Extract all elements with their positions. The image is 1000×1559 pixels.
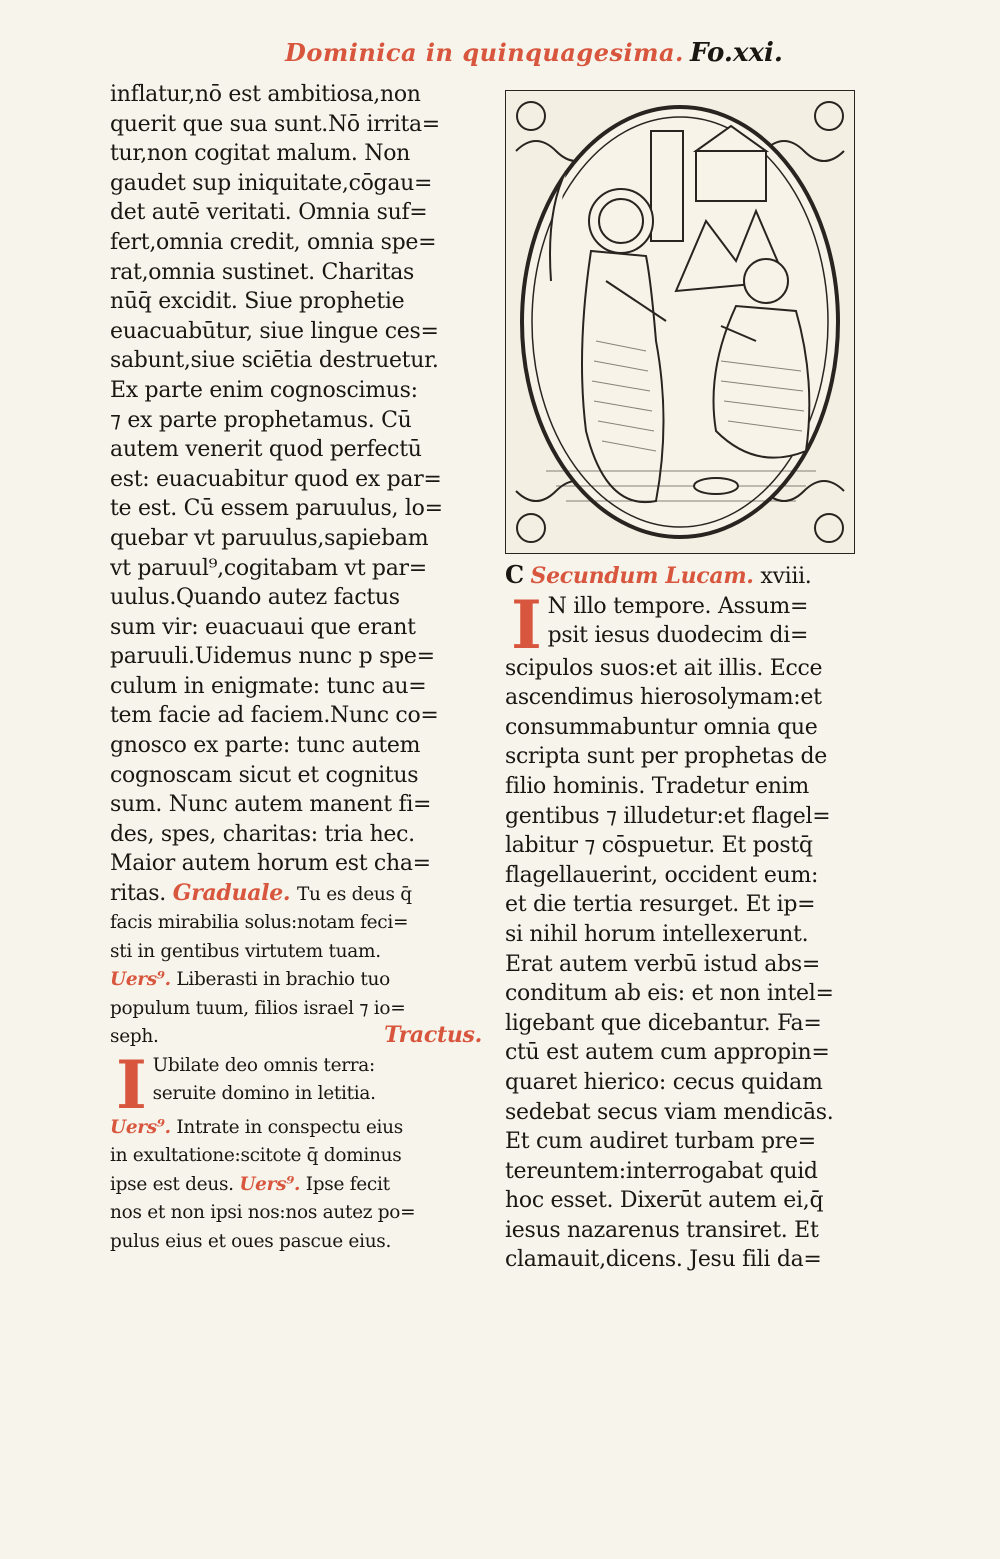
text-line: te est. Cū essem paruulus, lo= [110,496,443,522]
versicle-label-3: Uers⁹. [239,1173,301,1195]
text-line: sedebat secus viam mendicās. [505,1099,834,1125]
text-line: culum in enigmate: tunc au= [110,673,427,699]
text-line: et die tertia resurget. Et ip= [505,892,816,918]
text-line: det autē veritati. Omnia suf= [110,200,428,226]
right-column [505,560,885,1275]
paragraph-mark: C [505,560,524,589]
text-line: quebar vt paruulus,sapiebam [110,525,429,551]
text-line: tem facie ad faciem.Nunc co= [110,703,439,729]
gospel-text [505,654,885,1275]
text-line: uulus.Quando autez factus [110,585,400,611]
left-column [110,80,488,1256]
text-line: sum. Nunc autem manent fi= [110,792,432,818]
text-line: filio hominis. Tradetur enim [505,773,809,799]
text-line: labitur ⁊ cōspuetur. Et postq̄ [505,833,813,859]
text-line: autem venerit quod perfectū [110,437,422,463]
text-line: sabunt,siue sciētia destruetur. [110,348,439,374]
text-line: rat,omnia sustinet. Charitas [110,259,415,285]
text-line: Erat autem verbū istud abs= [505,951,820,977]
text-line: inflatur,nō est ambitiosa,non [110,82,421,107]
text-line: est: euacuabitur quod ex par= [110,466,442,492]
text-line: gaudet sup iniquitate,cōgau= [110,170,433,196]
woodcut-figure-icon [506,91,854,553]
gospel-chapter: xviii. [760,564,812,589]
text-line: gnosco ex parte: tunc autem [110,733,421,759]
tractus-label: Tractus. [384,1022,482,1049]
text-line: flagellauerint, occident eum: [505,862,819,888]
text-line: fert,omnia credit, omnia spe= [110,229,437,255]
text-line: tereuntem:interrogabat quid [505,1158,818,1184]
text-line: Ex parte enim cognoscimus: [110,377,418,403]
graduale-label: Graduale. [172,880,291,907]
text-line: scipulos suos:et ait illis. Ecce [505,655,823,681]
text-line: ctū est autem cum appropin= [505,1040,830,1066]
text-line: ligebant que dicebantur. Fa= [505,1010,822,1036]
text-line: clamauit,dicens. Jesu fili da= [505,1247,822,1273]
text-line: hoc esset. Dixerūt autem ei,q̄ [505,1188,824,1214]
gospel-initial: I [511,585,542,664]
text-line: consummabuntur omnia que [505,714,818,740]
text-line: gentibus ⁊ illudetur:et flagel= [505,803,831,829]
gospel-label: Secundum Lucam. [530,563,754,589]
text-line: quaret hierico: cecus quidam [505,1069,823,1095]
folio-number: Fo.xxi. [690,38,783,68]
versicle-label: Uers⁹. [110,969,171,991]
text-line: nūq̄ excidit. Siue prophetie [110,289,405,315]
text-line: Et cum audiret turbam pre= [505,1129,816,1155]
text-line: iesus nazarenus transiret. Et [505,1217,819,1243]
tractus-block: I Ubilate deo omnis terra: seruite domino in letitia. [116,1045,376,1124]
epistle-text [110,80,488,879]
graduale-line: ritas. Graduale. Tu es deus q̄ [110,880,412,907]
text-line: vt paruul⁹,cogitabam vt par= [110,555,427,581]
text-line: paruuli.Uidemus nunc p spe= [110,644,435,670]
text-line: cognoscam sicut et cognitus [110,762,419,788]
text-line: des, spes, charitas: tria hec. [110,821,415,847]
text-line: querit que sua sunt.Nō irrita= [110,111,440,137]
text-line: conditum ab eis: et non intel= [505,981,834,1007]
gospel-heading [505,560,885,592]
text-line: Maior autem horum est cha= [110,851,431,877]
running-title: Dominica in quinquagesima. [285,38,684,67]
text-line: ⁊ ex parte prophetamus. Cū [110,407,412,433]
text-line: sum vir: euacuaui que erant [110,614,416,640]
text-line: si nihil horum intellexerunt. [505,921,809,947]
text-line: tur,non cogitat malum. Non [110,141,411,167]
gospel-opening: I N illo tempore. Assum= psit iesus duodecim di= [511,585,809,664]
graduale-text: facis mirabilia solus:notam feci= sti in gentibus virtutem tuam. Uers⁹. Liberasti in brachio tuo populum tuum, filios israel ⁊ io= seph. Tractus. I Ubilate deo omnis terra: seruite domino in letitia. Uers⁹. Intrate in conspectu eius in exultatione:scitote q̄ dominus ipse est deus. Uers⁹. Ipse fecit nos et non ipsi nos:nos autez po= pulus eius et oues pascue eius. [110,909,488,1255]
text-line: euacuabūtur, siue lingue ces= [110,318,439,344]
text-line: scripta sunt per prophetas de [505,744,828,770]
text-line: ascendimus hierosolymam:et [505,685,822,711]
tractus-initial: I [116,1045,147,1124]
page-header [285,38,785,78]
versicle-label-2: Uers⁹. [110,1116,171,1138]
woodcut-illustration [505,90,855,554]
